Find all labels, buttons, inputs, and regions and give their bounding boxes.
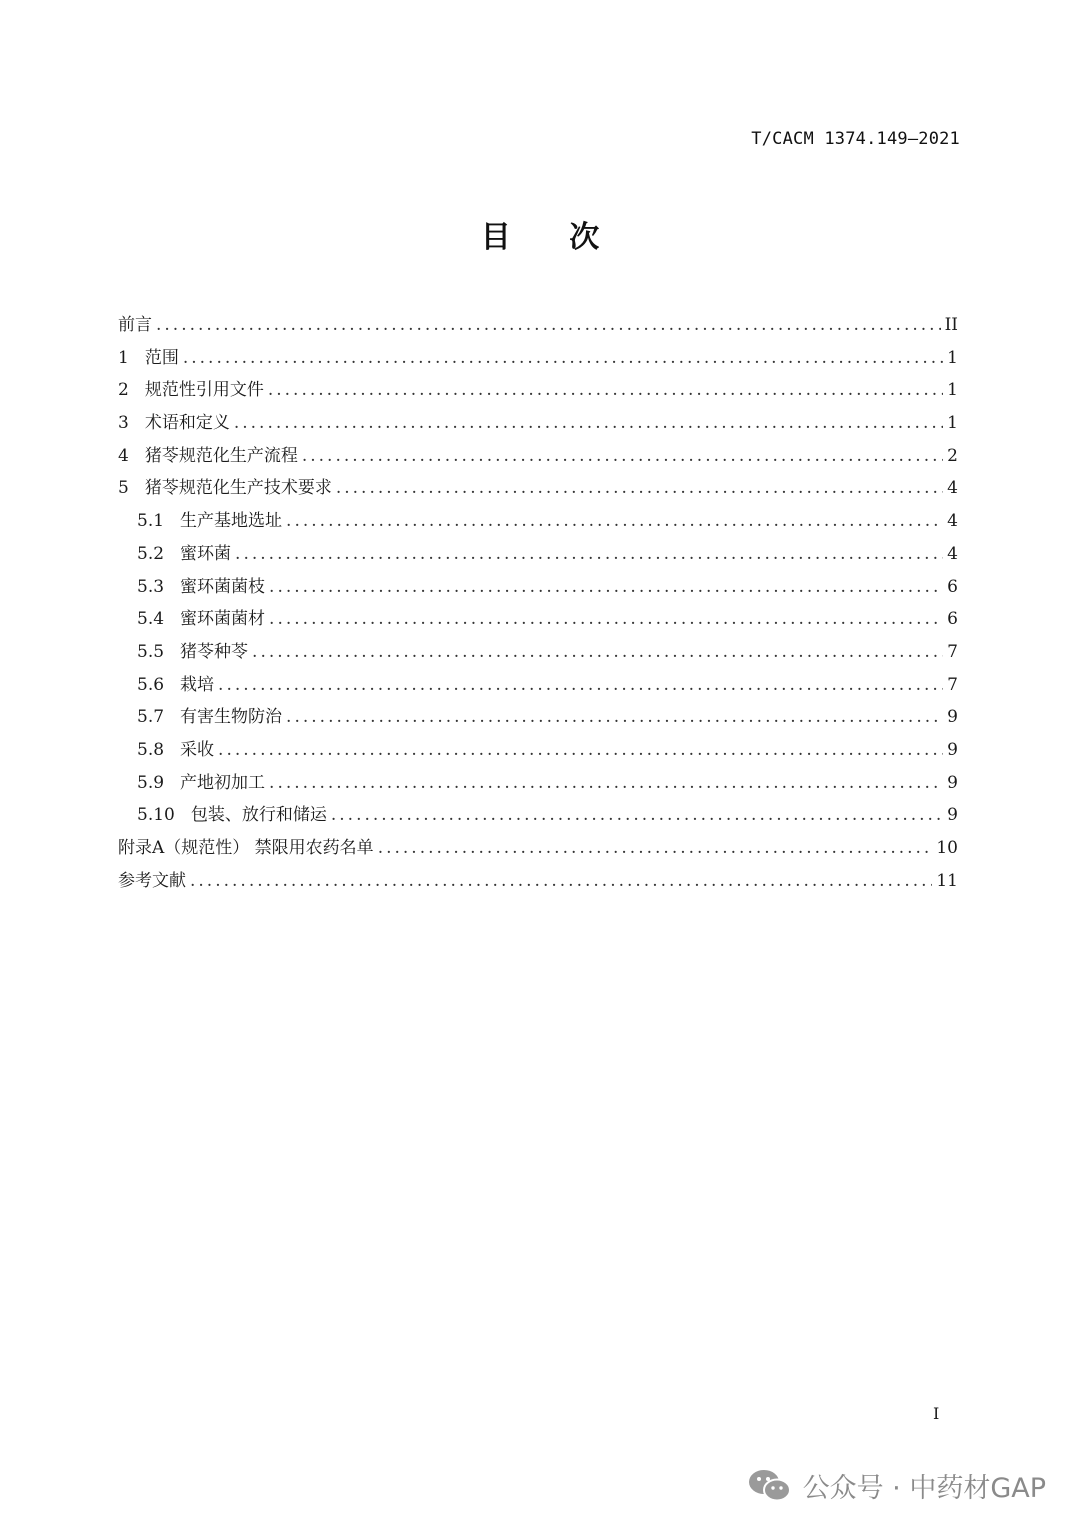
toc-entry[interactable] — [118, 374, 958, 407]
toc-entry-label: 栽培 — [180, 674, 215, 695]
toc-leader-dots — [302, 440, 943, 473]
toc-entry[interactable] — [118, 538, 958, 571]
toc-entry-label: 范围 — [144, 347, 179, 368]
toc-entry-number: 1 — [118, 347, 129, 368]
toc-leader-dots — [286, 505, 943, 538]
toc-entry-number: 2 — [118, 380, 129, 401]
toc-entry-number: 5.10 — [137, 805, 175, 826]
toc-entry[interactable] — [118, 505, 958, 538]
toc-entry-label: 规范性引用文件 — [144, 380, 264, 401]
toc-entry-page: 6 — [947, 609, 958, 630]
toc-entry[interactable] — [118, 407, 958, 440]
toc-entry[interactable] — [118, 669, 958, 702]
toc-entry[interactable] — [118, 571, 958, 604]
toc-leader-dots — [269, 767, 943, 800]
toc-entry-number: 5 — [118, 478, 129, 499]
toc-entry-page: 9 — [947, 739, 958, 760]
toc-leader-dots — [218, 734, 943, 767]
toc-entry[interactable] — [118, 636, 958, 669]
toc-entry-label: 蜜环菌 — [180, 543, 232, 564]
toc-entry-label: 产地初加工 — [180, 772, 266, 793]
toc-entry[interactable] — [118, 472, 958, 505]
toc-leader-dots — [331, 799, 943, 832]
toc-entry[interactable] — [118, 865, 958, 898]
toc-entry[interactable] — [118, 799, 958, 832]
toc-entry-page: 1 — [947, 347, 958, 368]
toc-entry-label: 前言 — [118, 315, 152, 335]
toc-entry-page: 7 — [947, 674, 958, 695]
toc-entry-page: 4 — [947, 511, 958, 532]
toc-entry-page: 1 — [947, 380, 958, 401]
toc-entry-label: 有害生物防治 — [180, 707, 283, 728]
toc-leader-dots — [218, 669, 943, 702]
toc-entry-label: 猪苓规范化生产流程 — [144, 445, 298, 466]
toc-entry[interactable] — [118, 734, 958, 767]
toc-entry-number: 4 — [118, 445, 129, 466]
toc-entry-label: 参考文献 — [118, 870, 186, 891]
toc-leader-dots — [286, 701, 943, 734]
toc-leader-dots — [235, 538, 943, 571]
toc-leader-dots — [269, 603, 943, 636]
toc-entry-page: 1 — [947, 413, 958, 434]
toc-entry-number: 5.6 — [137, 674, 165, 695]
toc-entry-page: II — [944, 315, 958, 335]
toc-leader-dots — [269, 571, 943, 604]
toc-entry-label: 生产基地选址 — [180, 511, 283, 532]
toc-leader-dots — [378, 832, 933, 865]
toc-entry[interactable] — [118, 701, 958, 734]
toc-leader-dots — [336, 472, 943, 505]
toc-entry-page: 6 — [947, 576, 958, 597]
toc-title: 目 次 — [480, 220, 624, 255]
toc-entry-number: 3 — [118, 413, 129, 434]
toc-entry-page: 11 — [936, 870, 958, 891]
toc-entry-page: 2 — [947, 445, 958, 466]
toc-entry-number: 5.9 — [137, 772, 165, 793]
toc-entry[interactable] — [118, 309, 958, 342]
toc-entry-number: 5.2 — [137, 543, 165, 564]
toc-leader-dots — [268, 374, 943, 407]
toc-leader-dots — [183, 342, 943, 375]
document-code: T/CACM 1374.149—2021 — [751, 129, 960, 149]
toc-entry-label: 附录A（规范性） 禁限用农药名单 — [118, 838, 374, 858]
toc-entry-label: 猪苓种苓 — [180, 641, 249, 662]
toc-entry-label: 术语和定义 — [144, 413, 230, 434]
toc-entry-label: 蜜环菌菌材 — [180, 609, 266, 630]
toc-entry[interactable] — [118, 440, 958, 473]
toc-entry-page: 7 — [947, 641, 958, 662]
toc-entry-number: 5.8 — [137, 739, 165, 760]
toc-entry-label: 猪苓规范化生产技术要求 — [144, 478, 332, 499]
toc-entry-page: 4 — [947, 543, 958, 564]
toc-entry-label: 包装、放行和储运 — [190, 805, 327, 826]
toc-entry-page: 4 — [947, 478, 958, 499]
toc-entry-label: 采收 — [180, 739, 215, 760]
toc-entry-number: 5.5 — [137, 641, 165, 662]
toc-leader-dots — [156, 309, 941, 342]
toc-entry-label: 蜜环菌菌枝 — [180, 576, 266, 597]
toc-entry-page: 9 — [947, 805, 958, 826]
watermark-text: 公众号 · 中药材GAP — [802, 1473, 1046, 1504]
toc-entry[interactable] — [118, 342, 958, 375]
toc-entry[interactable] — [118, 767, 958, 800]
toc-leader-dots — [234, 407, 943, 440]
toc-entry-number: 5.4 — [137, 609, 165, 630]
watermark — [747, 1466, 1046, 1505]
toc-leader-dots — [252, 636, 943, 669]
toc-entry[interactable] — [118, 832, 958, 865]
wechat-icon — [747, 1468, 793, 1504]
toc-entry[interactable] — [118, 603, 958, 636]
toc-entry-number: 5.7 — [137, 707, 165, 728]
toc-entry-page: 10 — [936, 838, 958, 858]
toc-entry-number: 5.1 — [137, 511, 165, 532]
toc-entry-page: 9 — [947, 707, 958, 728]
toc-entry-number: 5.3 — [137, 576, 165, 597]
toc-leader-dots — [190, 865, 932, 898]
page-number: I — [933, 1404, 940, 1423]
toc-entry-page: 9 — [947, 772, 958, 793]
table-of-contents — [118, 309, 958, 897]
